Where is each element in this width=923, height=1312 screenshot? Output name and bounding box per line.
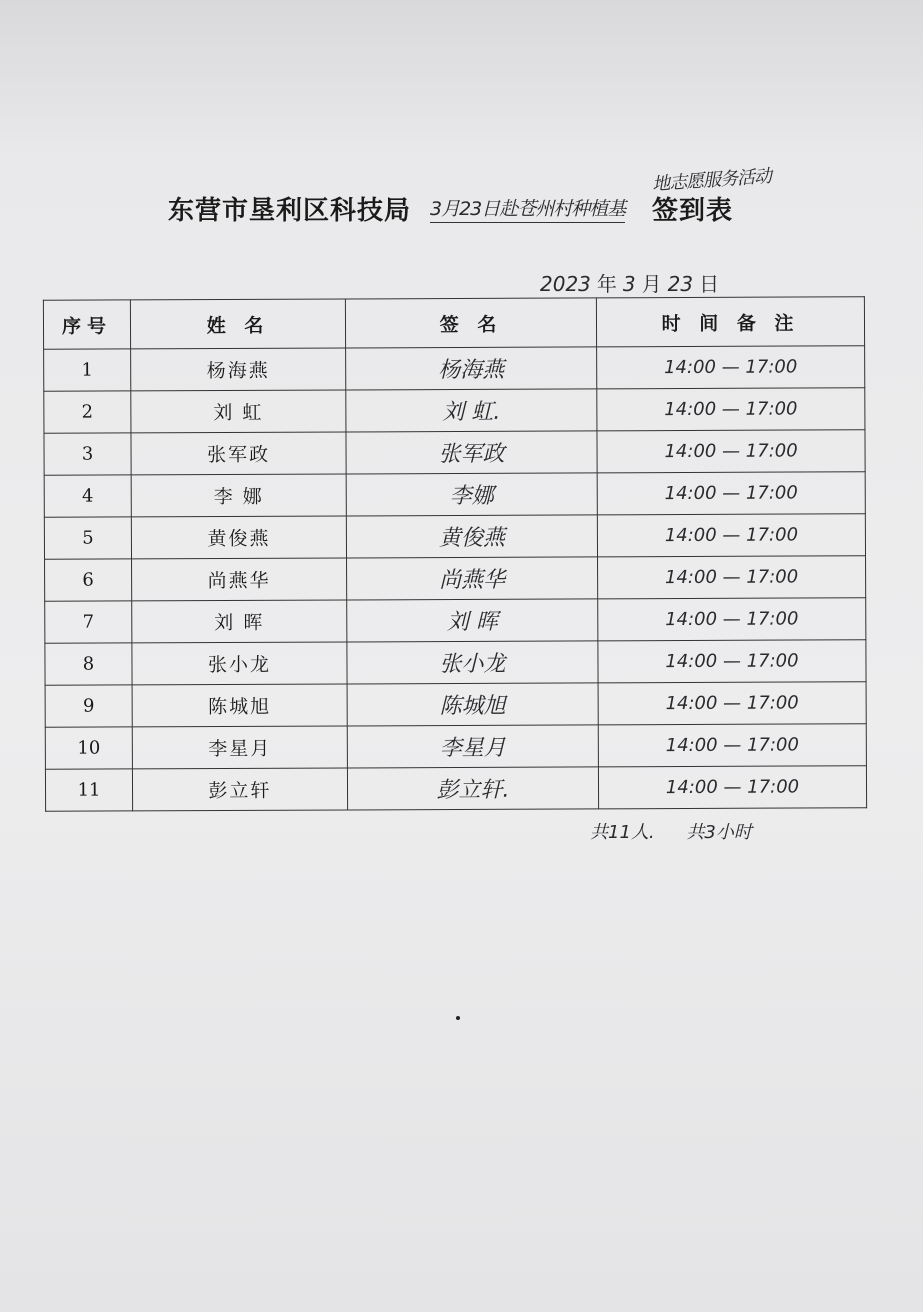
- table-row: [44, 388, 865, 434]
- date-month-label: 月: [641, 272, 662, 296]
- row-name: 杨海燕: [131, 348, 346, 391]
- row-name: 刘 晖: [132, 600, 347, 643]
- table-row: [45, 598, 866, 644]
- signin-table: [43, 296, 867, 812]
- row-name: 陈城旭: [132, 684, 347, 727]
- summary-hours: 共3小时: [686, 822, 752, 843]
- row-number: 11: [45, 769, 132, 811]
- row-signature: 张军政: [346, 431, 597, 474]
- header-time-note: 时 间 备 注: [596, 297, 864, 347]
- title-handwritten-suffix: 地志愿服务活动: [651, 165, 772, 196]
- title-handwritten-event: 3月23日赴苍州村种植基: [430, 194, 625, 223]
- header-number: 序号: [43, 300, 130, 349]
- table-row: [45, 640, 866, 686]
- table-row: [45, 766, 866, 812]
- summary: [590, 818, 778, 844]
- title-printed-prefix: 东营市垦利区科技局: [168, 196, 412, 226]
- row-name: 彭立轩: [132, 768, 347, 811]
- table-row: [44, 514, 865, 560]
- table-row: [45, 724, 866, 770]
- row-number: 6: [45, 559, 132, 601]
- row-name: 黄俊燕: [131, 516, 346, 559]
- row-signature: 彭立轩.: [347, 767, 598, 810]
- row-time: 14:00 — 17:00: [597, 472, 865, 515]
- row-signature: 黄俊燕: [346, 515, 597, 558]
- row-signature: 李星月: [347, 725, 598, 768]
- row-name: 刘 虹: [131, 390, 346, 433]
- row-time: 14:00 — 17:00: [597, 388, 865, 431]
- row-signature: 李娜: [346, 473, 597, 516]
- row-number: 3: [44, 433, 131, 475]
- date-year: 2023: [540, 272, 591, 296]
- row-signature: 刘 虹.: [346, 389, 597, 432]
- row-time: 14:00 — 17:00: [597, 514, 865, 557]
- table-header-row: [43, 297, 864, 350]
- table-body: [44, 346, 867, 812]
- row-name: 李 娜: [131, 474, 346, 517]
- table-row: [44, 430, 865, 476]
- table-row: [44, 472, 865, 518]
- row-signature: 陈城旭: [347, 683, 598, 726]
- row-number: 10: [45, 727, 132, 769]
- summary-people: 共11人.: [590, 822, 655, 843]
- row-name: 尚燕华: [132, 558, 347, 601]
- row-number: 2: [44, 391, 131, 433]
- row-number: 7: [45, 601, 132, 643]
- title-printed-suffix: 签到表: [652, 196, 734, 226]
- row-number: 5: [44, 517, 131, 559]
- title-area: [0, 150, 923, 240]
- stray-dot: [456, 1016, 460, 1020]
- table-row: [45, 556, 866, 602]
- row-time: 14:00 — 17:00: [598, 556, 866, 599]
- table-row: [44, 346, 865, 392]
- date-year-label: 年: [596, 272, 617, 296]
- row-time: 14:00 — 17:00: [597, 430, 865, 473]
- row-time: 14:00 — 17:00: [598, 682, 866, 725]
- row-time: 14:00 — 17:00: [598, 598, 866, 641]
- table-row: [45, 682, 866, 728]
- row-name: 张军政: [131, 432, 346, 475]
- row-time: 14:00 — 17:00: [598, 724, 866, 767]
- row-number: 9: [45, 685, 132, 727]
- header-name: 姓 名: [130, 299, 345, 349]
- row-signature: 尚燕华: [347, 557, 598, 600]
- row-time: 14:00 — 17:00: [597, 346, 865, 389]
- date-day: 23: [667, 272, 694, 296]
- row-number: 8: [45, 643, 132, 685]
- row-name: 张小龙: [132, 642, 347, 685]
- date-line: [540, 268, 725, 297]
- row-signature: 杨海燕: [346, 347, 597, 390]
- row-number: 1: [44, 349, 131, 391]
- row-number: 4: [44, 475, 131, 517]
- row-signature: 刘 晖: [347, 599, 598, 642]
- row-time: 14:00 — 17:00: [598, 766, 866, 809]
- header-signature: 签 名: [345, 298, 596, 348]
- row-time: 14:00 — 17:00: [598, 640, 866, 683]
- date-month: 3: [622, 272, 636, 296]
- row-signature: 张小龙: [347, 641, 598, 684]
- row-name: 李星月: [132, 726, 347, 769]
- date-day-label: 日: [699, 272, 720, 296]
